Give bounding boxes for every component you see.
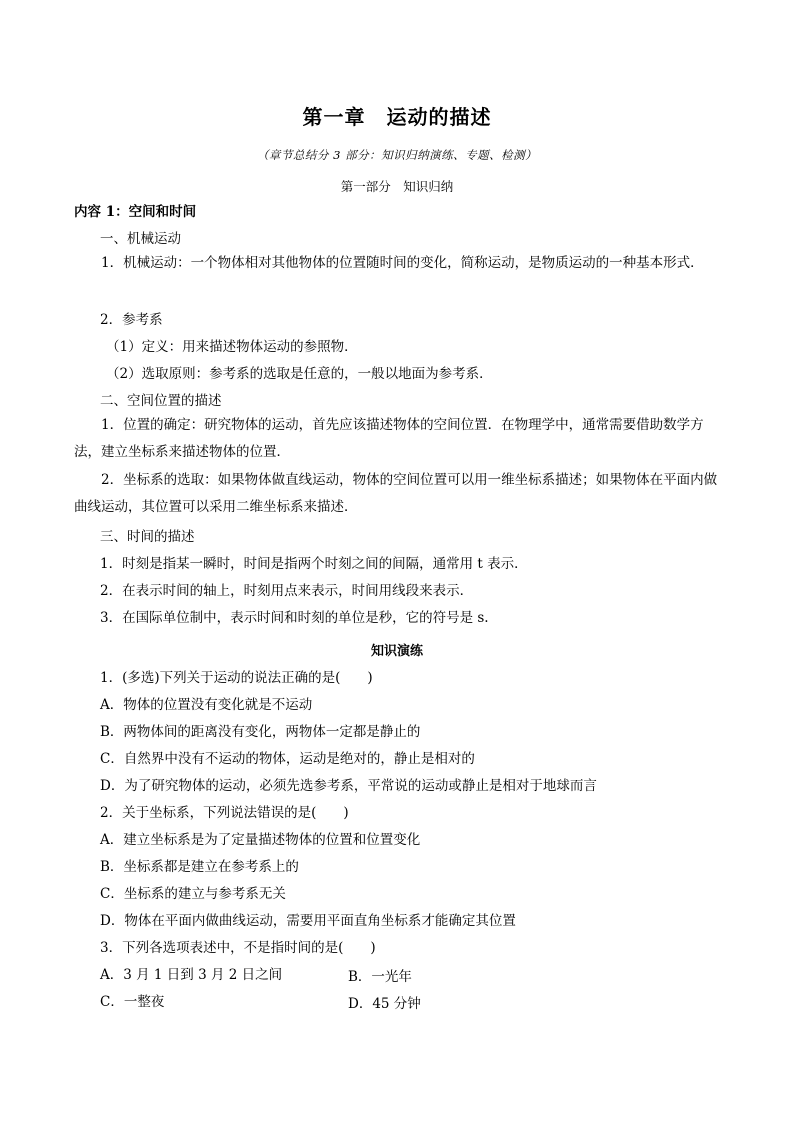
chapter-title: 第一章 运动的描述 bbox=[302, 105, 492, 129]
option-2a: A．建立坐标系是为了定量描述物体的位置和位置变化 bbox=[100, 832, 421, 848]
question-3: 3．下列各选项表述中，不是指时间的是( ) bbox=[100, 940, 376, 956]
option-3b: B．一光年 bbox=[348, 969, 412, 985]
paragraph-time-axis: 2．在表示时间的轴上，时刻用点来表示，时间用线段来表示． bbox=[100, 583, 474, 599]
paragraph-position-determination: 1．位置的确定：研究物体的运动，首先应该描述物体的空间位置．在物理学中，通常需要借助数学方法，建立坐标系来描述物体的位置． bbox=[74, 417, 704, 460]
option-1c: C．自然界中没有不运动的物体，运动是绝对的，静止是相对的 bbox=[100, 751, 475, 767]
paragraph-mechanical-motion: 1．机械运动：一个物体相对其他物体的位置随时间的变化，简称运动，是物质运动的一种基本形式． bbox=[101, 255, 704, 271]
option-1d: D．为了研究物体的运动，必须先选参考系，平常说的运动或静止是相对于地球而言 bbox=[100, 778, 597, 794]
option-1b: B．两物体间的距离没有变化，两物体一定都是静止的 bbox=[100, 724, 421, 740]
exercise-title: 知识演练 bbox=[370, 644, 423, 659]
paragraph-si-unit: 3．在国际单位制中，表示时间和时刻的单位是秒，它的符号是 s. bbox=[100, 610, 489, 626]
chapter-subtitle: （章节总结分 3 部分：知识归纳演练、专题、检测） bbox=[256, 148, 538, 162]
paragraph-coordinate-selection: 2．坐标系的选取：如果物体做直线运动，物体的空间位置可以用一维坐标系描述；如果物体在平面内做曲线运动，其位置可以采用二维坐标系来描述． bbox=[74, 472, 718, 515]
heading-time-description: 三、时间的描述 bbox=[100, 529, 195, 545]
heading-spatial-position: 二、空间位置的描述 bbox=[100, 393, 222, 409]
heading-mechanical-motion: 一、机械运动 bbox=[100, 231, 181, 247]
paragraph-reference-frame: 2．参考系 bbox=[100, 312, 163, 328]
option-2d: D．物体在平面内做曲线运动，需要用平面直角坐标系才能确定其位置 bbox=[100, 913, 516, 929]
part-title: 第一部分 知识归纳 bbox=[340, 179, 454, 194]
paragraph-moment-interval: 1．时刻是指某一瞬时，时间是指两个时刻之间的间隔，通常用 t 表示． bbox=[100, 556, 528, 572]
paragraph-definition: （1）定义：用来描述物体运动的参照物． bbox=[106, 339, 358, 355]
option-2b: B．坐标系都是建立在参考系上的 bbox=[100, 859, 299, 875]
option-3c: C．一整夜 bbox=[100, 994, 165, 1010]
section-heading: 内容 1：空间和时间 bbox=[74, 204, 197, 220]
option-3d: D．45 分钟 bbox=[348, 996, 421, 1012]
paragraph-selection-principle: （2）选取原则：参考系的选取是任意的，一般以地面为参考系． bbox=[106, 366, 493, 382]
option-1a: A．物体的位置没有变化就是不运动 bbox=[100, 697, 313, 713]
question-1: 1．(多选)下列关于运动的说法正确的是( ) bbox=[100, 670, 373, 686]
option-2c: C．坐标系的建立与参考系无关 bbox=[100, 886, 286, 902]
option-3a: A．3 月 1 日到 3 月 2 日之间 bbox=[100, 967, 283, 983]
question-2: 2．关于坐标系，下列说法错误的是( ) bbox=[100, 805, 349, 821]
